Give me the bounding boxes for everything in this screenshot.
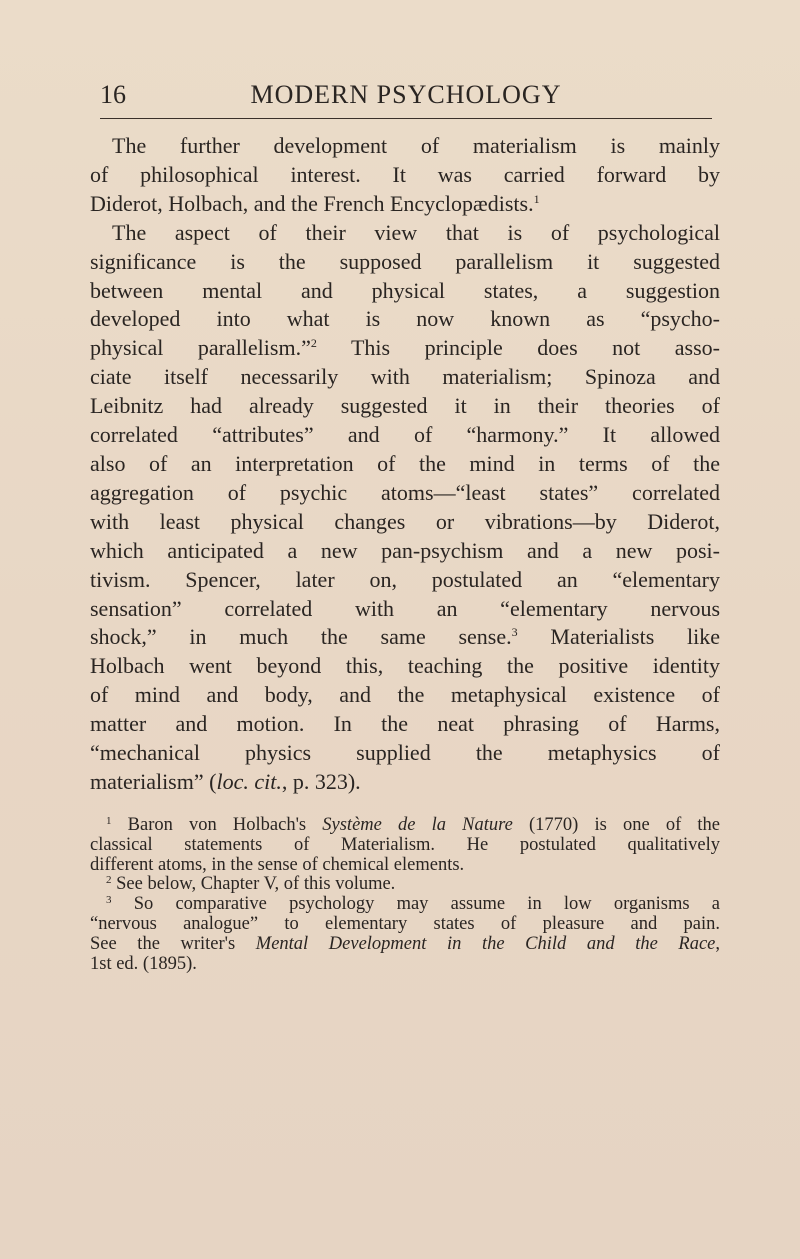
text-line [90, 768, 720, 797]
running-head: MODERN PSYCHOLOGY [250, 80, 562, 109]
footnote-mark: 2 [106, 874, 112, 887]
text-span: See below, Chapter V, of this volume. [111, 874, 396, 895]
text-span: Materialists like [517, 624, 721, 650]
text-span: , p. 323). [281, 768, 361, 794]
text-line: “mechanical physics supplied the metaphysics of [90, 740, 720, 766]
text-line [90, 190, 720, 219]
text-line: correlated “attributes” and of “harmony.” It allowed [90, 422, 720, 448]
footnote-1 [90, 816, 720, 875]
text-line: Leibnitz had already suggested it in their theories of [90, 393, 720, 419]
text-span: So comparative psychology may assume in low organisms a [111, 894, 720, 915]
footnote-mark: 1 [106, 815, 112, 827]
footnote-line: 1st ed. (1895). [90, 953, 197, 974]
text-span: shock,” in much the same sense. [90, 624, 512, 650]
text-line: The aspect of their view that is of psychological [112, 219, 720, 245]
text-span: Diderot, Holbach, and the French Encyclopædists. [90, 190, 534, 216]
footnote-2 [90, 875, 720, 895]
footnote-ref-3[interactable]: 3 [511, 625, 518, 640]
footnote-mark: 3 [106, 894, 112, 907]
text-line: of philosophical interest. It was carried forward by [90, 161, 720, 187]
footnote-line [90, 935, 720, 955]
text-span: This principle does not asso- [316, 335, 720, 361]
text-line [90, 623, 720, 652]
text-line: ciate itself necessarily with materialism; Spinoza and [90, 364, 720, 390]
paragraph-2 [90, 219, 720, 797]
body-text [90, 132, 720, 797]
text-span: physical parallelism.” [90, 335, 311, 361]
text-line: significance is the supposed parallelism it suggested [90, 248, 720, 274]
text-span: See the writer's [90, 933, 256, 954]
footnote-line: classical statements of Materialism. He postulated qualitatively [90, 834, 720, 855]
text-line: sensation” correlated with an “elementary nervous [90, 595, 720, 621]
paragraph-1 [90, 132, 720, 219]
text-line: which anticipated a new pan-psychism and a new posi- [90, 537, 720, 563]
text-line: Holbach went beyond this, teaching the positive identity [90, 653, 720, 679]
text-line: aggregation of psychic atoms—“least states” correlated [90, 479, 720, 505]
text-line: of mind and body, and the metaphysical existence of [90, 682, 720, 708]
footnote-line [90, 895, 720, 915]
header-rule [100, 118, 712, 119]
text-line [90, 334, 720, 363]
text-line: matter and motion. In the neat phrasing of Harms, [90, 711, 720, 737]
text-span: materialism” ( [90, 768, 217, 794]
footnote-line: “nervous analogue” to elementary states of pleasure and pain. [90, 913, 720, 934]
text-line: developed into what is now known as “psycho- [90, 306, 720, 332]
footnote-line: different atoms, in the sense of chemical elements. [90, 854, 465, 875]
book-title: Système de la Nature [322, 815, 513, 835]
footnote-line [90, 816, 720, 836]
footnote-ref-1[interactable]: 1 [533, 191, 540, 206]
text-span: Baron von Holbach's [111, 815, 323, 835]
text-line: tivism. Spencer, later on, postulated an “elementary [90, 566, 720, 592]
footnote-3 [90, 895, 720, 974]
text-line: between mental and physical states, a suggestion [90, 277, 720, 303]
text-line: with least physical changes or vibrations—by Diderot, [90, 508, 720, 534]
text-span: , [715, 933, 720, 954]
book-title: Mental Development in the Child and the Race [255, 933, 716, 954]
text-line: also of an interpretation of the mind in terms of the [90, 450, 720, 476]
footnotes [90, 816, 720, 974]
page-number: 16 [100, 80, 126, 109]
italic-citation: loc. cit. [216, 768, 282, 794]
text-line: The further development of materialism is mainly [112, 133, 720, 158]
footnote-line [90, 875, 720, 895]
footnote-ref-2[interactable]: 2 [310, 336, 317, 351]
page-header [100, 80, 712, 112]
text-span: (1770) is one of the [512, 815, 720, 835]
